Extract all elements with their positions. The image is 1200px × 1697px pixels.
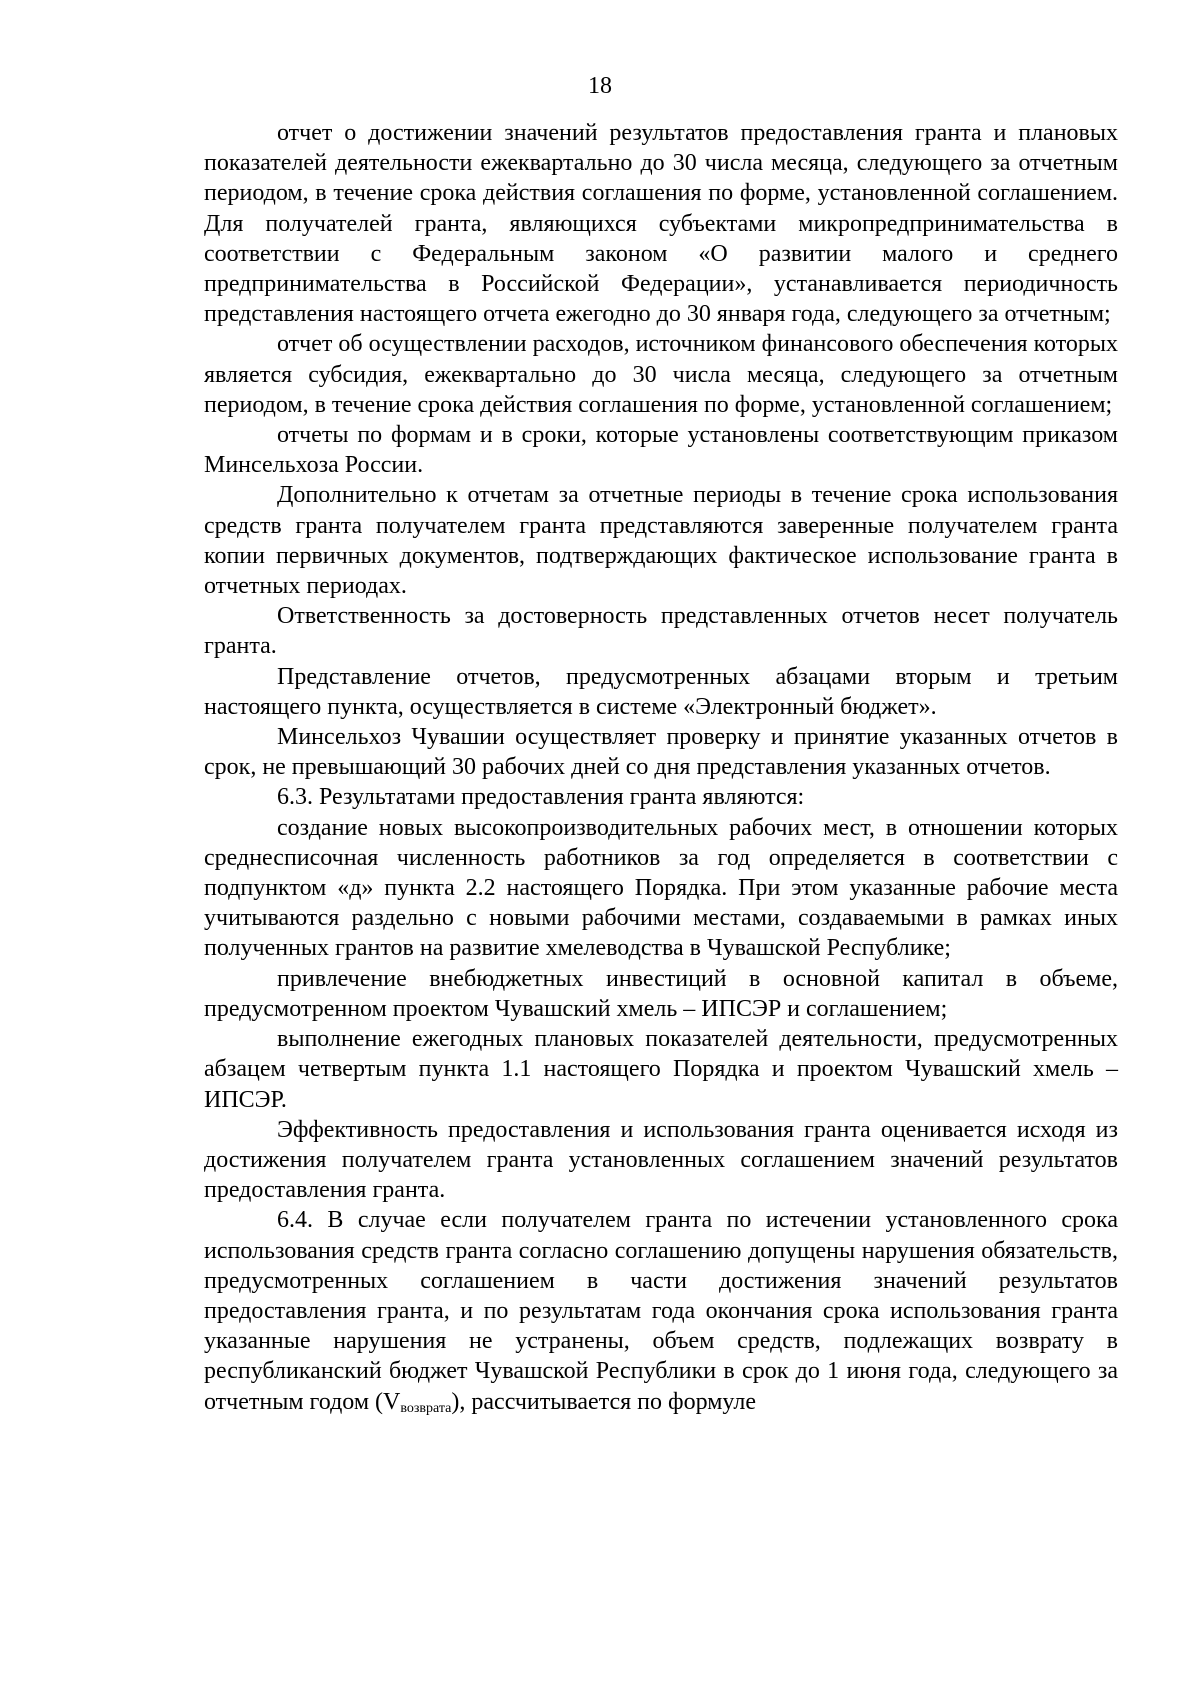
- formula-subscript: возврата: [400, 1400, 452, 1416]
- paragraph: создание новых высокопроизводительных рабочих мест, в отношении которых среднесписочная численность работников за год определяется в соответствии с подпунктом «д» пункта 2.2 настоящего Порядка. При этом указанные рабочие места учитываются раздельно с новыми рабочими местами, создаваемыми в рамках иных полученных грантов на развитие хмелеводства в Чувашской Республике;: [204, 814, 1118, 962]
- paragraph: Представление отчетов, предусмотренных абзацами вторым и третьим настоящего пункта, осуществляется в системе «Электронный бюджет».: [204, 663, 1118, 720]
- paragraph: 6.3. Результатами предоставления гранта являются:: [277, 784, 805, 811]
- paragraph-text-before: 6.4. В случае если получателем гранта по истечении установленного срока использования средств гранта согласно соглашению допущены нарушения обязательств, предусмотренных соглашением в части достижения значений результатов предоставления гранта, и по результатам года окончания срока использования гранта указанные нарушения не устранены, объем средств, подлежащих возврату в республиканский бюджет Чувашской Республики в срок до 1 июня года, следующего за отчетным годом (: [204, 1207, 1118, 1415]
- page-number: 18: [588, 73, 612, 99]
- paragraph-formula-intro: [204, 1205, 1118, 1416]
- document-body: [204, 118, 1118, 1417]
- paragraph: Эффективность предоставления и использования гранта оценивается исходя из достижения получателем гранта установленных соглашением значений результатов предоставления гранта.: [204, 1116, 1118, 1204]
- paragraph: выполнение ежегодных плановых показателей деятельности, предусмотренных абзацем четвертым пункта 1.1 настоящего Порядка и проектом Чувашский хмель – ИПСЭР.: [204, 1026, 1118, 1113]
- paragraph: привлечение внебюджетных инвестиций в основной капитал в объеме, предусмотренном проектом Чувашский хмель – ИПСЭР и соглашением;: [204, 965, 1118, 1022]
- paragraph: Ответственность за достоверность представленных отчетов несет получатель гранта.: [204, 603, 1118, 660]
- paragraph-text-after: ), рассчитывается по формуле: [451, 1388, 756, 1415]
- paragraph: отчет о достижении значений результатов предоставления гранта и плановых показателей деятельности ежеквартально до 30 числа месяца, следующего за отчетным периодом, в течение срока действия соглашения по форме, установленной соглашением. Для получателей гранта, являющихся субъектами микропредпринимательства в соответствии с Федеральным законом «О развитии малого и среднего предпринимательства в Российской Федерации», устанавливается периодичность представления настоящего отчета ежегодно до 30 января года, следующего за отчетным;: [204, 120, 1118, 328]
- paragraph: Минсельхоз Чувашии осуществляет проверку и принятие указанных отчетов в срок, не превышающий 30 рабочих дней со дня представления указанных отчетов.: [204, 724, 1118, 781]
- paragraph: Дополнительно к отчетам за отчетные периоды в течение срока использования средств гранта получателем гранта представляются заверенные получателем гранта копии первичных документов, подтверждающих фактическое использование гранта в отчетных периодах.: [204, 482, 1118, 600]
- paragraph: отчеты по формам и в сроки, которые установлены соответствующим приказом Минсельхоза России.: [204, 422, 1118, 479]
- paragraph: отчет об осуществлении расходов, источником финансового обеспечения которых является субсидия, ежеквартально до 30 числа месяца, следующего за отчетным периодом, в течение срока действия соглашения по форме, установленной соглашением;: [204, 331, 1118, 418]
- formula-symbol: V: [383, 1388, 401, 1415]
